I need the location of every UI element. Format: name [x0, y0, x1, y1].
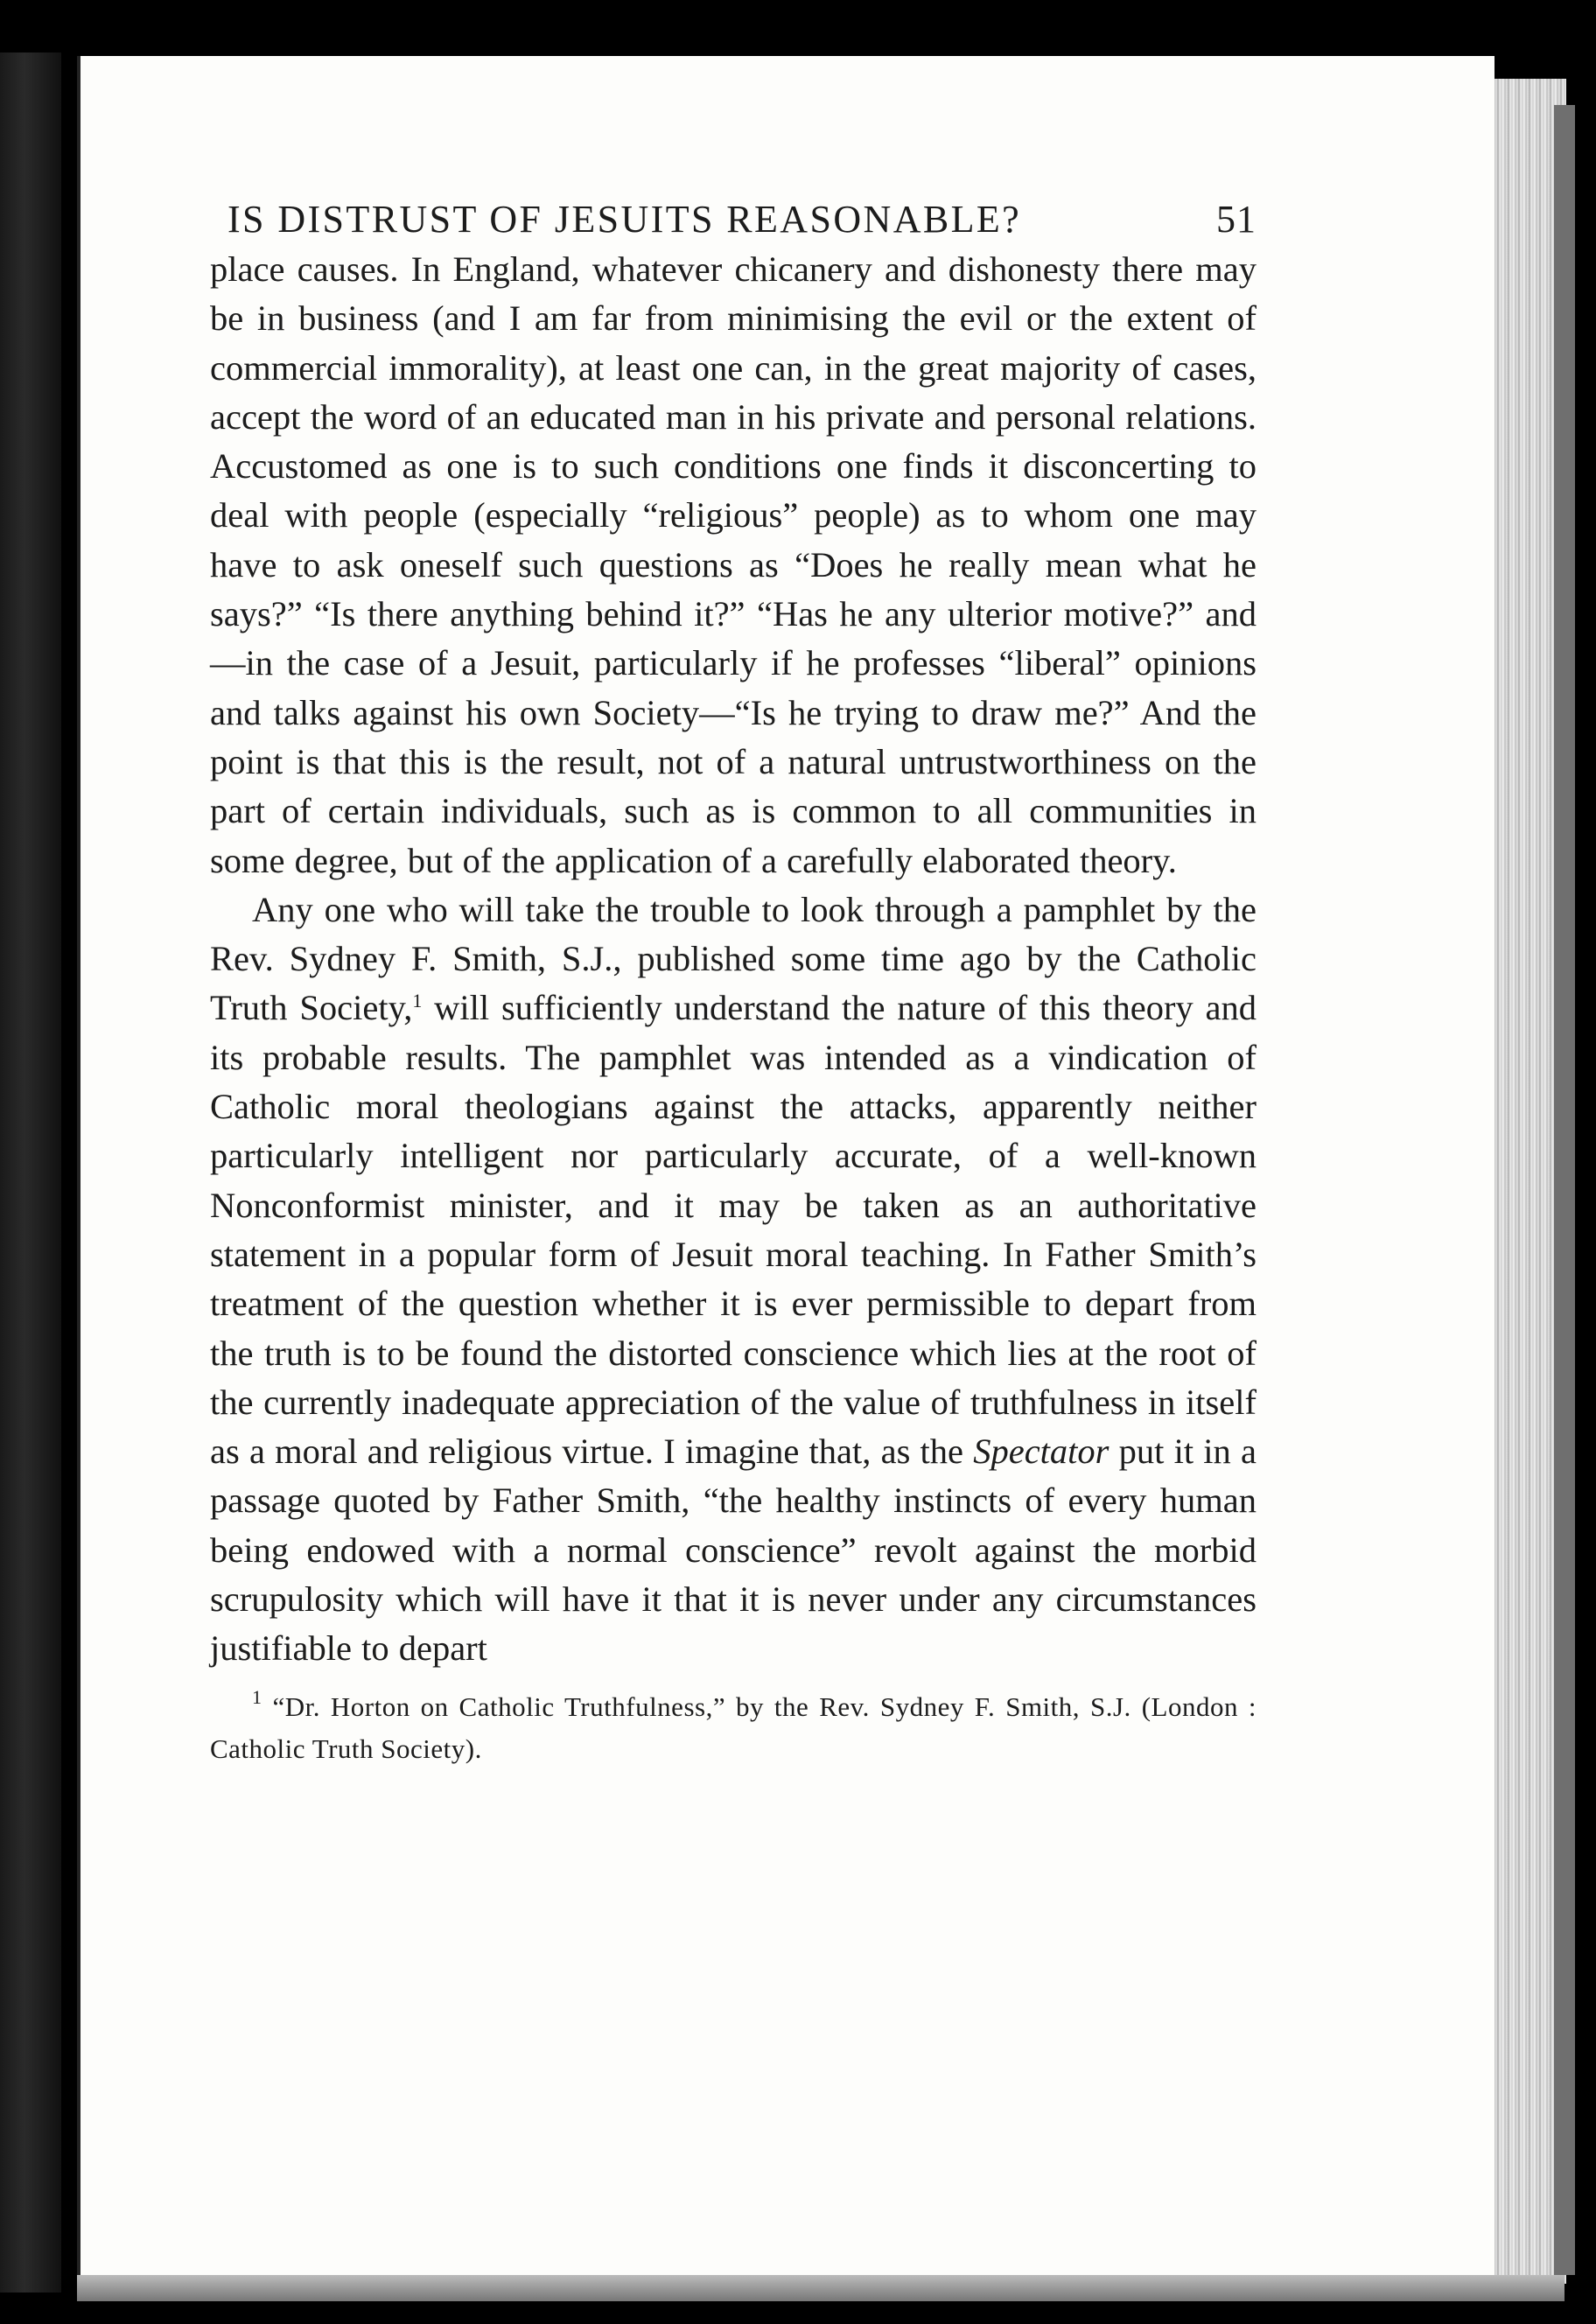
paragraph-2-text-c: put it in a passage quoted by Father Smith, “the healthy instincts of every human being endowed with a normal conscience” revolt against the morbid scrupulosity which will have it that it is never under any circumstances justifiable to depart: [210, 1432, 1256, 1669]
paragraph-1: place causes. In England, whatever chicanery and dishonesty there may be in business (and I am far from minimising the evil or the extent of commercial immorality), at least one can, in the great majority of cases, accept the word of an educated man in his private and personal relations. Accustomed as one is to such conditions one finds it disconcerting to deal with people (especially “religious” people) as to whom one may have to ask oneself such questions as “Does he really mean what he says?” “Is there anything behind it?” “Has he any ulterior motive?” and—in the case of a Jesuit, particularly if he professes “liberal” opinions and talks against his own Society—“Is he trying to draw me?” And the point is that this is the result, not of a natural untrustworthiness on the part of certain individuals, such as is common to all communities in some degree, but of the application of a carefully elaborated theory.: [210, 249, 1256, 880]
footnote-marker: 1: [252, 1685, 262, 1708]
running-title: IS DISTRUST OF JESUITS REASONABLE?: [228, 198, 1022, 241]
running-head: [210, 197, 1256, 242]
body-text: [210, 245, 1256, 1674]
footnote-text: “Dr. Horton on Catholic Truthfulness,” by the Rev. Sydney F. Smith, S.J. (London : Catholic Truth Society).: [210, 1690, 1257, 1764]
italic-term: Spectator: [973, 1432, 1110, 1472]
page-content: [210, 197, 1256, 1770]
footnote-reference: 1: [412, 990, 423, 1012]
paragraph-2-text-b: will sufficiently understand the nature of this theory and its probable results. The pamphlet was intended as a vindication of Catholic moral theologians against the attacks, apparently neither particularly intelligent nor particularly accurate, of a well-known Nonconformist minister, and it may be taken as an authoritative statement in a popular form of Jesuit moral teaching. In Father Smith’s treatment of the question whether it is ever permissible to depart from the truth is to be found the distorted conscience which lies at the root of the currently inadequate appreciation of the value of truthfulness in itself as a moral and religious virtue. I imagine that, as the: [210, 988, 1257, 1472]
paragraph-2: [210, 886, 1256, 1674]
page-stack-shadow: [1554, 105, 1575, 2275]
bottom-shadow: [77, 2275, 1564, 2301]
left-page-edge: [0, 52, 61, 2292]
paragraph-2-text-a: Any one who will take the trouble to look through a pamphlet by the Rev. Sydney F. Smith, S.J., published some time ago by the Catholic Truth Society,: [210, 889, 1256, 1028]
footnote: [210, 1686, 1256, 1770]
page-number: 51: [1216, 198, 1256, 241]
